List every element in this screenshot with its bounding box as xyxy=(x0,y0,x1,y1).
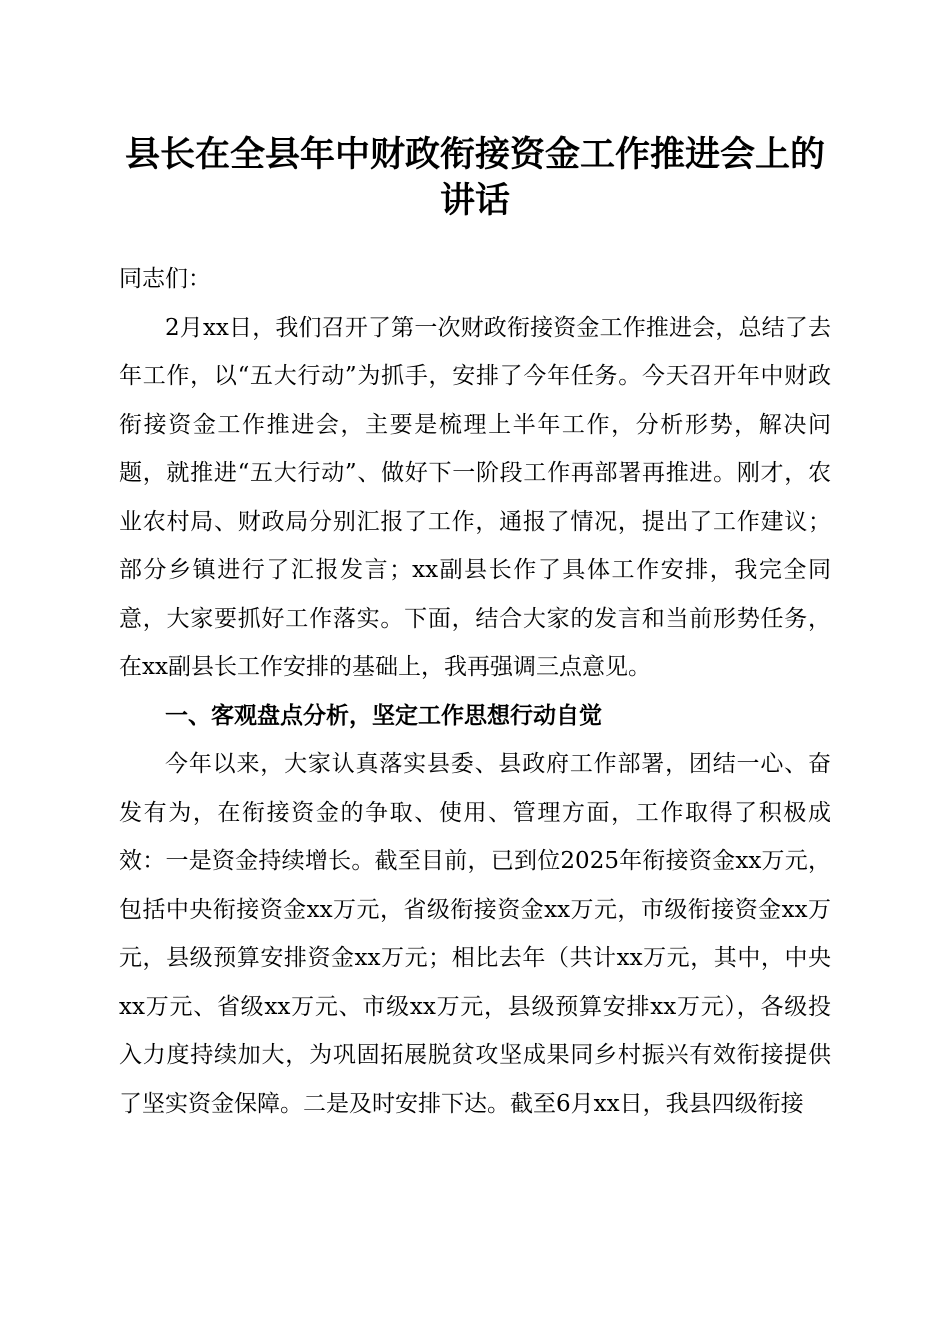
paragraph-intro: 2月xx日，我们召开了第一次财政衔接资金工作推进会，总结了去年工作，以“五大行动”为抓手，安排了今年任务。今天召开年中财政衔接资金工作推进会，主要是梳理上半年工作，分析形势，解决问题，就推进“五大行动”、做好下一阶段工作再部署再推进。刚才，农业农村局、财政局分别汇报了工作，通报了情况，提出了工作建议；部分乡镇进行了汇报发言；xx副县长作了具体工作安排，我完全同意，大家要抓好工作落实。下面，结合大家的发言和当前形势任务，在xx副县长工作安排的基础上，我再强调三点意见。 xyxy=(119,314,831,680)
salutation: 同志们： xyxy=(119,266,211,292)
paragraph-section-1: 今年以来，大家认真落实县委、县政府工作部署，团结一心、奋发有为，在衔接资金的争取、使用、管理方面，工作取得了积极成效：一是资金持续增长。截至目前，已到位2025年衔接资金xx万元，包括中央衔接资金xx万元，省级衔接资金xx万元，市级衔接资金xx万元，县级预算安排资金xx万元；相比去年（共计xx万元，其中，中央xx万元、省级xx万元、市级xx万元，县级预算安排xx万元），各级投入力度持续加大，为巩固拓展脱贫攻坚成果同乡村振兴有效衔接提供了坚实资金保障。二是及时安排下达。截至6月xx日，我县四级衔接 xyxy=(119,751,831,1117)
document-body xyxy=(119,255,831,1128)
document-title: 县长在全县年中财政衔接资金工作推进会上的讲话 xyxy=(124,134,825,221)
section-heading-1: 一、客观盘点分析，坚定工作思想行动自觉 xyxy=(165,702,602,729)
